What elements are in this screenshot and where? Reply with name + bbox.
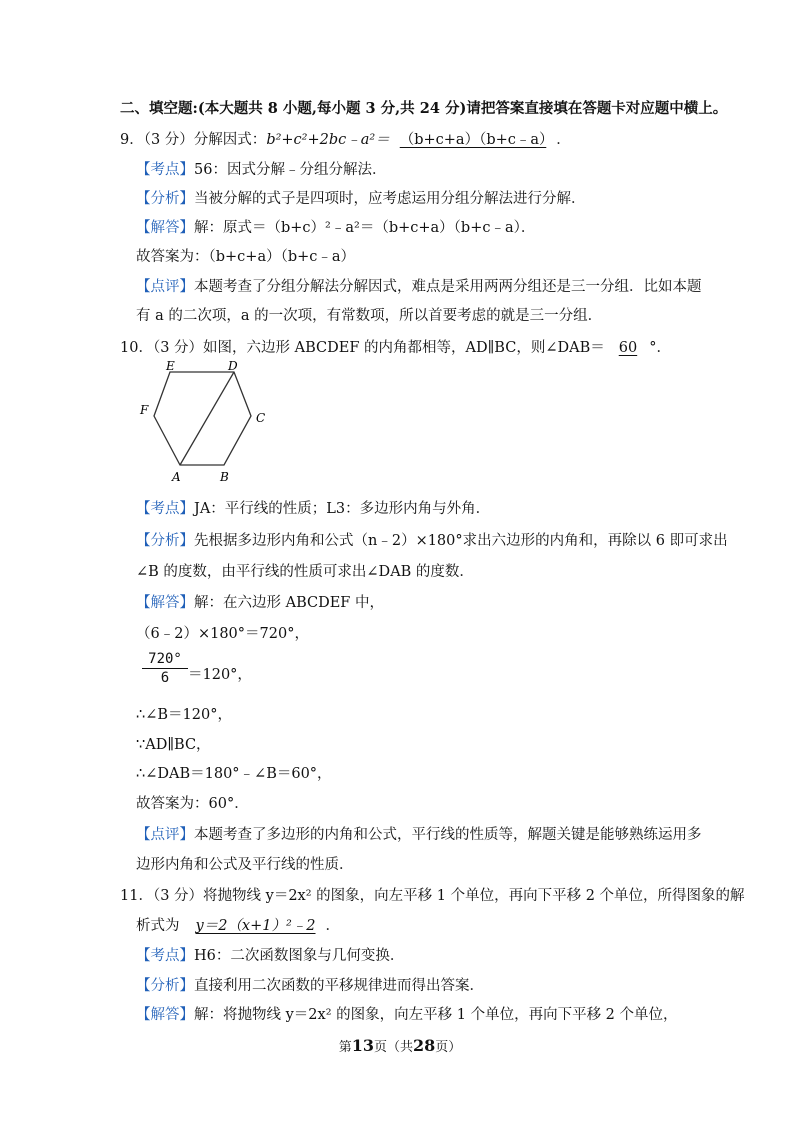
question-10 (120, 339, 671, 357)
fraction-denominator: 6 (160, 670, 170, 686)
footer-post: 页） (435, 1040, 462, 1055)
page-footer (0, 1036, 800, 1055)
fenxi-tag: 【分析】 (136, 533, 194, 549)
q11-jieda-text: 解：将抛物线 y＝2x² 的图象，向左平移 1 个单位，再向下平移 2 个单位， (194, 1007, 678, 1023)
q11-fenxi (136, 977, 484, 995)
footer-page-number: 13 (351, 1036, 374, 1055)
question-11-line-2 (136, 917, 340, 935)
jieda-tag: 【解答】 (136, 1007, 194, 1023)
fraction-numerator: 720° (142, 650, 188, 669)
q9-kaodian (136, 161, 386, 179)
q10-prefix: 10．（3 分）如图，六边形 ABCDEF 的内角都相等，AD∥BC，则∠DAB＝ (120, 340, 605, 356)
footer-total-pages: 28 (413, 1036, 436, 1055)
q11-line2-prefix: 析式为 (136, 918, 180, 934)
q9-dianping (136, 278, 702, 296)
dianping-tag: 【点评】 (136, 279, 194, 295)
q10-step1: （6﹣2）×180°＝720°， (136, 626, 309, 642)
q11-answer: y＝2（x+1）²﹣2 (195, 918, 316, 934)
label-b: B (220, 470, 229, 484)
hexagon-figure (136, 358, 276, 488)
q9-prefix: 9．（3 分）分解因式： (120, 132, 267, 148)
section-title: 二、填空题:(本大题共 8 小题,每小题 3 分,共 24 分)请把答案直接填在答题卡对应题中横上。 (120, 100, 728, 117)
kaodian-tag: 【考点】 (136, 162, 194, 178)
q9-dianping-text-2: 有 a 的二次项，a 的一次项，有常数项，所以首要考虑的就是三一分组． (136, 308, 603, 324)
q10-fenxi-text-2: ∠B 的度数，由平行线的性质可求出∠DAB 的度数． (136, 564, 474, 580)
label-e: E (166, 359, 175, 373)
q9-jieda-text: 解：原式＝（b+c）²﹣a²＝（b+c+a）（b+c﹣a）． (194, 220, 536, 236)
diagonal-ad (180, 372, 234, 465)
q10-step4: ∴∠DAB＝180°﹣∠B＝60°， (136, 766, 332, 782)
q9-result: 故答案为：（b+c+a）（b+c﹣a） (136, 249, 356, 265)
q11-fenxi-text: 直接利用二次函数的平移规律进而得出答案． (194, 978, 484, 994)
q10-kaodian-text: JA：平行线的性质；L3：多边形内角与外角． (194, 501, 491, 517)
q9-kaodian-text: 56：因式分解﹣分组分解法． (194, 162, 387, 178)
q10-end: °． (649, 340, 671, 356)
q10-kaodian (136, 500, 490, 518)
q11-end: ． (325, 918, 341, 934)
q10-dianping-text-1: 本题考查了多边形的内角和公式，平行线的性质等，解题关键是能够熟练运用多 (194, 827, 702, 843)
label-a: A (172, 470, 181, 484)
q9-jieda (136, 219, 535, 237)
question-11-line-1: 11．（3 分）将抛物线 y＝2x² 的图象，向左平移 1 个单位，再向下平移 2 个单位，所得图象的解 (120, 888, 745, 904)
q9-fenxi (136, 190, 586, 208)
q10-jieda (136, 594, 384, 612)
dianping-tag: 【点评】 (136, 827, 194, 843)
q10-fenxi (136, 532, 728, 550)
jieda-tag: 【解答】 (136, 220, 194, 236)
q9-dianping-text-1: 本题考查了分组分解法分解因式，难点是采用两两分组还是三一分组．比如本题 (194, 279, 702, 295)
q11-kaodian (136, 947, 404, 965)
fenxi-tag: 【分析】 (136, 978, 194, 994)
q10-step2: ∴∠B＝120°， (136, 707, 232, 723)
jieda-tag: 【解答】 (136, 595, 194, 611)
q10-fenxi-text-1: 先根据多边形内角和公式（n﹣2）×180°求出六边形的内角和，再除以 6 即可求出 (194, 533, 728, 549)
question-9 (120, 131, 571, 149)
fraction-720-over-6 (142, 650, 188, 687)
q10-answer: 60 (618, 340, 638, 356)
kaodian-tag: 【考点】 (136, 501, 194, 517)
q10-dianping-text-2: 边形内角和公式及平行线的性质． (136, 857, 354, 873)
q9-answer: （b+c+a）（b+c﹣a） (399, 132, 547, 148)
q9-end: ． (556, 132, 571, 148)
fenxi-tag: 【分析】 (136, 191, 194, 207)
fraction-result: ＝120°， (188, 667, 252, 683)
kaodian-tag: 【考点】 (136, 948, 194, 964)
label-d: D (228, 359, 238, 373)
q10-dianping (136, 826, 702, 844)
q9-expr: b²+c²+2bc﹣a²＝ (266, 132, 390, 148)
hexagon-outline (154, 372, 251, 465)
q11-jieda (136, 1006, 678, 1024)
footer-pre: 第 (338, 1040, 352, 1055)
q10-result: 故答案为：60°． (136, 796, 249, 812)
q10-step3: ∵AD∥BC， (136, 737, 211, 753)
q9-fenxi-text: 当被分解的式子是四项时，应考虑运用分组分解法进行分解． (194, 191, 586, 207)
footer-mid: 页（共 (373, 1040, 413, 1055)
q11-kaodian-text: H6：二次函数图象与几何变换． (194, 948, 405, 964)
label-c: C (256, 411, 266, 425)
label-f: F (140, 403, 149, 417)
q10-jieda-text: 解：在六边形 ABCDEF 中， (194, 595, 384, 611)
